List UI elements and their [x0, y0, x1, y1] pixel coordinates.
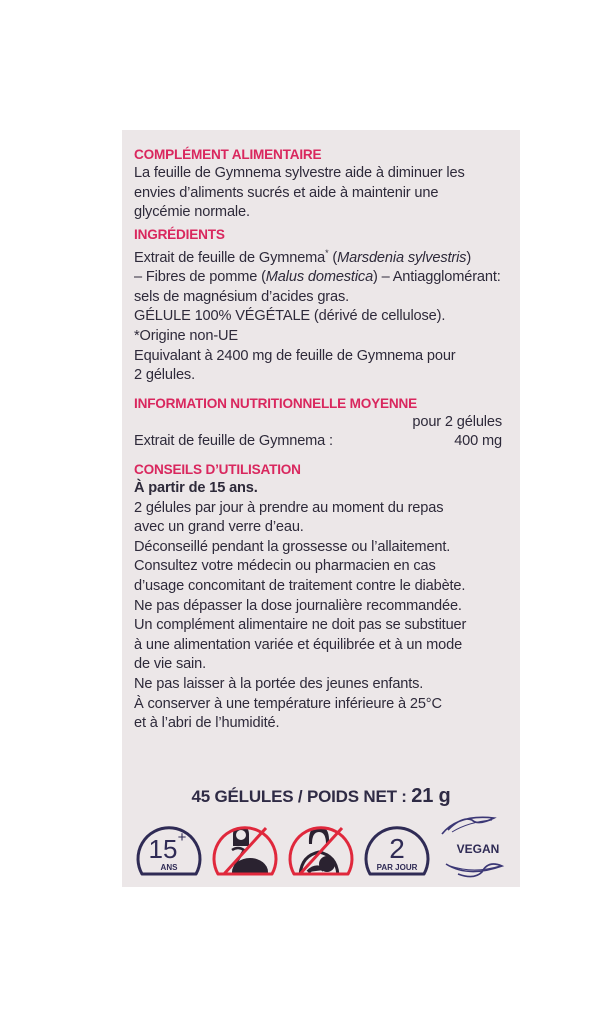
heading-nutrition: INFORMATION NUTRITIONNELLE MOYENNE [134, 395, 417, 411]
heading-complement: COMPLÉMENT ALIMENTAIRE [134, 147, 322, 162]
complement-line: La feuille de Gymnema sylvestre aide à diminuer les [134, 165, 465, 181]
heading-ingredients: INGRÉDIENTS [134, 226, 225, 242]
net-weight [122, 785, 520, 808]
no-breastfeeding-icon [286, 816, 356, 887]
usage-line: À conserver à une température inférieure à 25°C [134, 695, 442, 712]
net-weight-value: 21 g [411, 785, 451, 807]
ingredient-text: Extrait de feuille de Gymnema [134, 249, 326, 266]
usage-line: Ne pas laisser à la portée des jeunes enfants. [134, 675, 424, 692]
equivalence-line: Equivalant à 2400 mg de feuille de Gymnema pour [134, 347, 456, 364]
age-restriction: À partir de 15 ans. [134, 479, 258, 496]
net-weight-text: 45 GÉLULES / POIDS NET : [191, 787, 412, 806]
nutrient-name: Extrait de feuille de Gymnema : [134, 433, 333, 450]
ingredients-line: sels de magnésium d’acides gras. [134, 288, 350, 305]
equivalence-line: 2 gélules. [134, 367, 195, 384]
complement-line: envies d’aliments sucrés et aide à maintenir une [134, 184, 439, 201]
ingredients-line [134, 244, 508, 268]
nutrition-per-label: pour 2 gélules [412, 413, 502, 430]
heading-usage: CONSEILS D’UTILISATION [134, 461, 301, 477]
usage-line: Ne pas dépasser la dose journalière recommandée. [134, 597, 462, 614]
nutrition-row [134, 432, 508, 452]
svg-text:VEGAN: VEGAN [456, 842, 500, 856]
svg-text:2: 2 [389, 833, 405, 864]
usage-line: de vie sain. [134, 656, 207, 673]
ingredient-text: ) [466, 249, 472, 266]
label-content [134, 146, 508, 734]
origin-note: *Origine non-UE [134, 328, 239, 345]
ingredient-text: ) – Antiagglomérant: [373, 269, 501, 286]
vegan-icon [438, 812, 512, 889]
ingredients-line [134, 268, 508, 288]
svg-text:ANS: ANS [160, 863, 178, 872]
pictogram-row [134, 816, 514, 882]
footnote-marker: * [325, 247, 329, 258]
usage-line: Un complément alimentaire ne doit pas se substituer [134, 617, 467, 634]
nutrient-value: 400 mg [454, 433, 502, 450]
svg-text:PAR JOUR: PAR JOUR [376, 863, 418, 872]
ingredients-line: GÉLULE 100% VÉGÉTALE (dérivé de cellulose). [134, 308, 446, 325]
two-per-day-icon [362, 816, 432, 887]
usage-line: à une alimentation variée et équilibrée et à un mode [134, 636, 463, 653]
svg-text:15: 15 [148, 834, 178, 864]
ingredient-text: – Fibres de pomme ( [134, 269, 266, 286]
latin-name: Marsdenia sylvestris [337, 249, 467, 266]
usage-line: Déconseillé pendant la grossesse ou l’allaitement. [134, 538, 451, 555]
svg-text:+: + [177, 829, 187, 846]
usage-line: avec un grand verre d’eau. [134, 519, 304, 536]
usage-line: 2 gélules par jour à prendre au moment du repas [134, 499, 444, 516]
age-15-plus-icon [134, 816, 204, 887]
complement-line: glycémie normale. [134, 204, 250, 221]
usage-line: d’usage concomitant de traitement contre le diabète. [134, 577, 466, 594]
usage-line: Consultez votre médecin ou pharmacien en cas [134, 558, 436, 575]
ingredient-text: ( [328, 249, 338, 266]
latin-name: Malus domestica [265, 269, 374, 286]
no-pregnant-women-icon [210, 816, 280, 887]
usage-line: et à l’abri de l’humidité. [134, 715, 280, 732]
